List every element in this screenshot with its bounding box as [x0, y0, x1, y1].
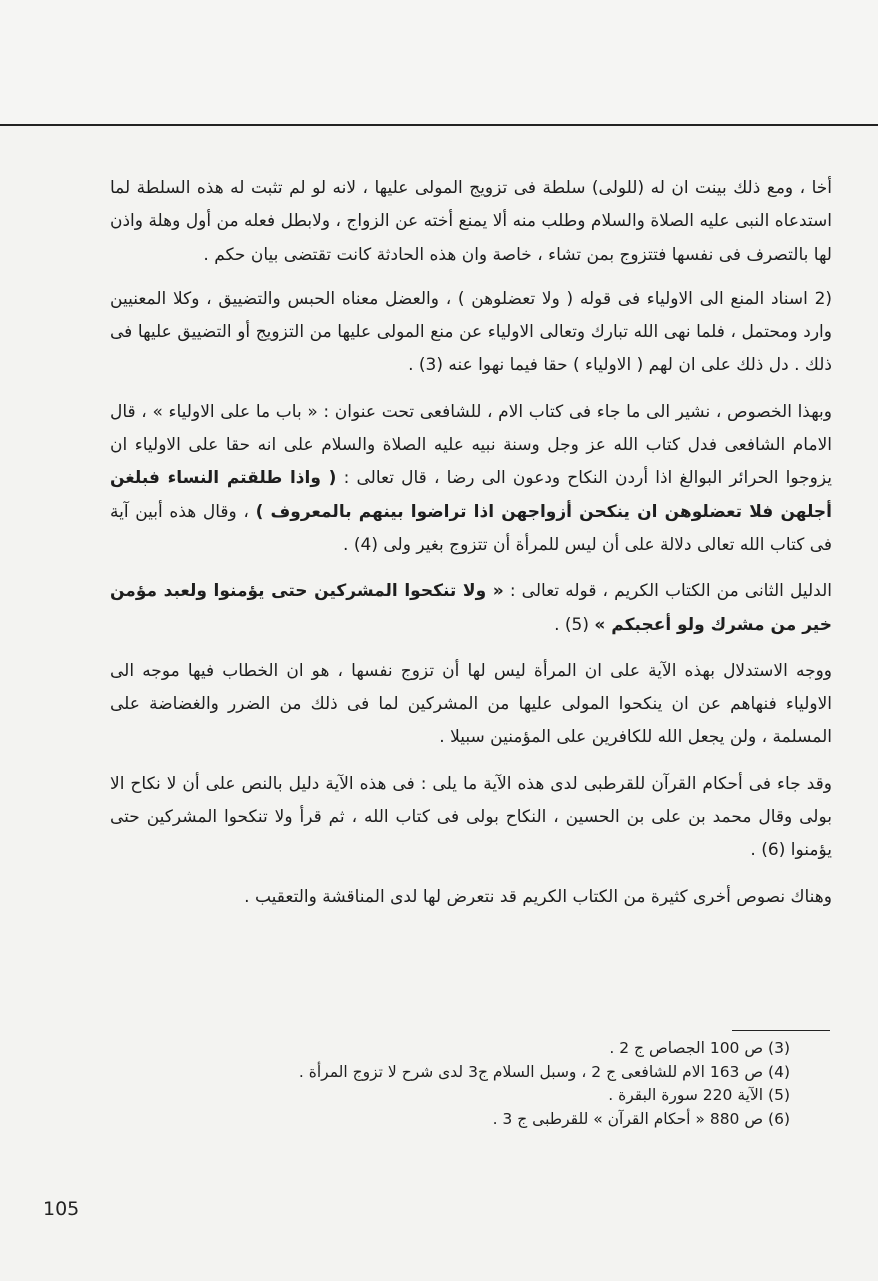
paragraph-3 [110, 396, 832, 562]
paragraph-5-text: ووجه الاستدلال بهذه الآية على ان المرأة ليس لها أن تزوج نفسها ، هو ان الخطاب فيها موجه الى الاولياء فنهاهم عن ان ينكحوا المولى عليها من المشركين لما فى ذلك من الضرر والغضاضة على المسلمة ، ولن يجعل الله للكافرين على المؤمنين سبيلا . [110, 660, 832, 748]
paragraph-6-text: وقد جاء فى أحكام القرآن للقرطبى لدى هذه الآية ما يلى : فى هذه الآية دليل بالنص على أن لا نكاح الا بولى وقال محمد بن على بن الحسين ، النكاح بولى فى كتاب الله ، ثم قرأ ولا تنكحوا المشركين حتى يؤمنوا (6) . [110, 773, 832, 861]
paragraph-5 [110, 655, 832, 755]
paragraph-7 [110, 881, 832, 914]
header-rule [0, 124, 878, 126]
paragraph-1 [110, 172, 832, 272]
quran-verse-2: « ولا تنكحوا المشركين حتى يؤمنوا ولعبد مؤمن خير من مشرك ولو أعجبكم » [110, 581, 832, 635]
page-number: 105 [43, 1198, 80, 1220]
quran-verse-1: ( واذا طلقتم النساء فبلغن أجلهن فلا تعضلوهن ان ينكحن أزواجهن اذا تراضوا بينهم بالمعروف ) [110, 468, 832, 522]
paragraph-4-text-b: (5) . [554, 614, 589, 635]
paragraph-1-text: أخا ، ومع ذلك بينت ان له (للولى) سلطة فى تزويج المولى عليها ، لانه لو لم تثبت له هذه السلطة لما استدعاه النبى عليه الصلاة والسلام وطلب منه ألا يمنع أخته عن الزواج ، ولابطل فعله من أول وهلة واذن لها بالتصرف فى نفسها فتتزوج بمن تشاء ، خاصة وان هذه الحادثة كانت تقتضى بيان حكم . [110, 178, 832, 265]
paragraph-3-text-a: وبهذا الخصوص ، نشير الى ما جاء فى كتاب الام ، للشافعى تحت عنوان : « باب ما على الاولياء » ، قال الامام الشافعى فدل كتاب الله عز وجل وسنة نبيه عليه الصلاة والسلام على انه حقا على الاولياء ان يزوجوا الحرائر البوالغ اذا أردن النكاح ودعون الى رضا ، قال تعالى : [110, 401, 832, 489]
footnote-6: (6) ص 880 « أحكام القرآن » للقرطبى ج 3 . [492, 1109, 790, 1128]
paragraph-2 [110, 283, 832, 383]
paragraph-4-text-a: الدليل الثانى من الكتاب الكريم ، قوله تعالى : [509, 581, 833, 602]
paragraph-2-text: اسناد المنع الى الاولياء فى قوله ( ولا تعضلوهن ) ، والعضل معناه الحبس والتضييق ، وكلا المعنيين وارد ومحتمل ، فلما نهى الله تبارك وتعالى الاولياء عن منع المولى عليها من التزويج أو التضييق عليها فى ذلك . دل ذلك على ان لهم ( الاولياء ) حقا فيما نهوا عنه (3) . [110, 288, 832, 376]
paragraph-7-text: وهناك نصوص أخرى كثيرة من الكتاب الكريم قد نتعرض لها لدى المناقشة والتعقيب . [244, 886, 832, 907]
paragraph-6 [110, 768, 832, 868]
paragraph-3-text-b: ، وقال هذه أبين آية فى كتاب الله تعالى دلالة على أن ليس للمرأة أن تتزوج بغير ولى (4) . [110, 501, 832, 555]
footnotes [110, 1037, 790, 1131]
footnote-3: (3) ص 100 الجصاص ج 2 . [609, 1039, 790, 1057]
footnote-4: (4) ص 163 الام للشافعى ج 2 ، وسبل السلام ج3 لدى شرح لا تزوج المرأة . [298, 1062, 790, 1081]
footnote-5: (5) الآية 220 سورة البقرة . [608, 1086, 790, 1104]
page-header-band [0, 0, 878, 125]
body-text [110, 172, 832, 927]
footnote-separator [732, 1030, 830, 1031]
paragraph-4 [110, 575, 832, 642]
paragraph-2-number: 2) [814, 288, 833, 309]
